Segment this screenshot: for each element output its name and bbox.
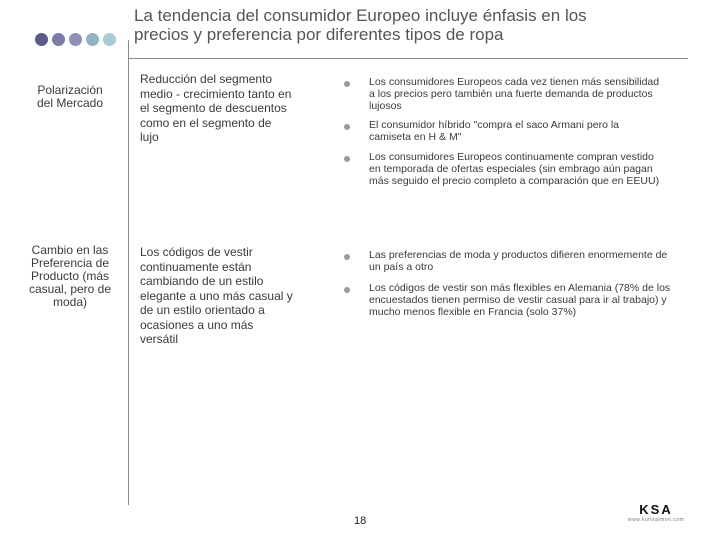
row-label-polarization: Polarización del Mercado [36, 83, 104, 110]
decor-dot [103, 33, 116, 46]
vertical-divider [128, 40, 129, 505]
bullet-dot-icon [344, 254, 350, 260]
bullet-dot-icon [344, 81, 350, 87]
ksa-logo [621, 502, 691, 523]
decor-dot [86, 33, 99, 46]
decor-dot [69, 33, 82, 46]
title-line: precios y preferencia por diferentes tipos de ropa [134, 25, 504, 44]
page-number: 18 [354, 515, 367, 527]
bullet-dot-icon [344, 156, 350, 162]
title-line: La tendencia del consumidor Europeo incluye énfasis en los [134, 6, 587, 25]
bullet-dot-icon [344, 124, 350, 130]
row-summary-product-preference: Los códigos de vestir continuamente están cambiando de un estilo elegante a uno más casual y de un estilo orientado a ocasiones a uno más versátil [140, 245, 293, 346]
decorative-dots [35, 33, 116, 46]
decor-dot [52, 33, 65, 46]
decor-dot [35, 33, 48, 46]
logo-subtext: www.kurtsalmon.com [627, 517, 685, 523]
slide-title [134, 6, 714, 44]
title-underline [128, 58, 688, 59]
bullet-dot-icon [344, 287, 350, 293]
row-summary-polarization: Reducción del segmento medio - crecimiento tanto en el segmento de descuentos como en el segmento de lujo [140, 72, 292, 144]
row-label-product-preference: Cambio en las Preferencia de Producto (más casual, pero de moda) [28, 243, 112, 309]
logo-text: KSA [639, 502, 673, 517]
